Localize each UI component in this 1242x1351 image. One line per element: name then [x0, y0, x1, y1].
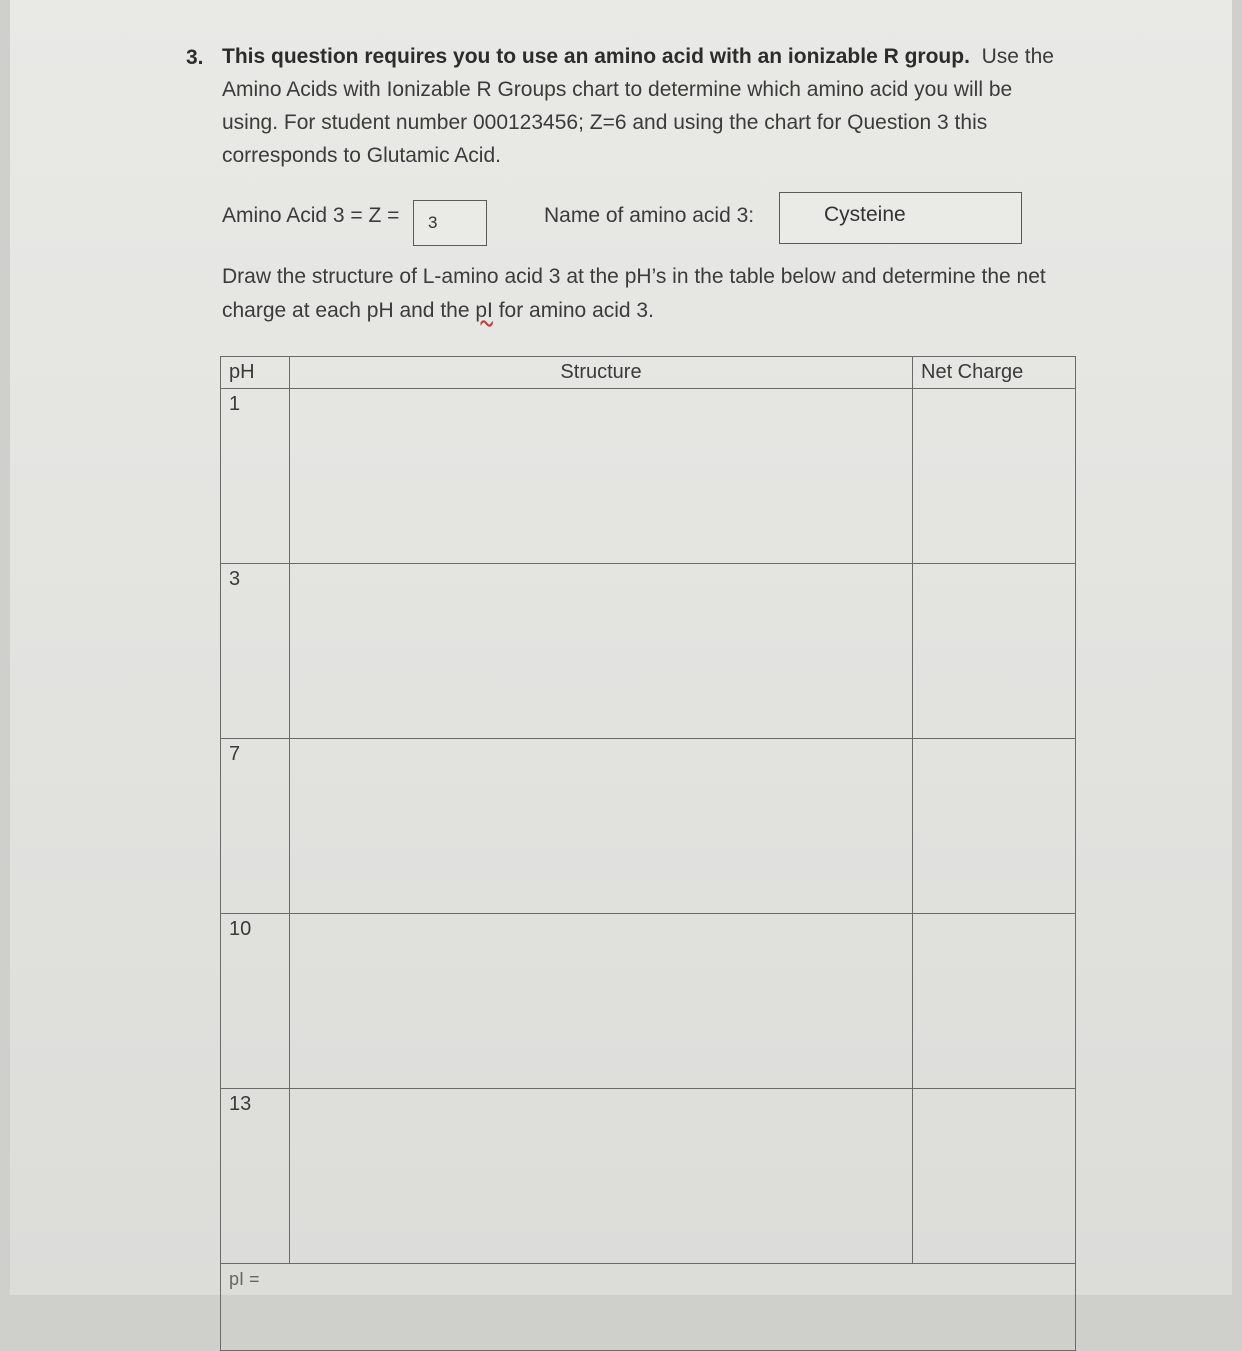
- net-charge-cell[interactable]: [913, 914, 1076, 1089]
- instruction-before-pi: Draw the structure of L-amino acid 3 at the pH’s in the table below and determine the net charge at each pH and the: [222, 265, 1046, 322]
- amino-acid-label: Amino Acid 3 = Z =: [222, 204, 400, 227]
- net-charge-cell[interactable]: [913, 389, 1076, 564]
- structure-cell[interactable]: [290, 564, 913, 739]
- pi-cell[interactable]: [221, 1264, 1076, 1351]
- header-structure: Structure: [290, 357, 913, 389]
- header-ph: pH: [221, 357, 290, 389]
- amino-acid-name-label: Name of amino acid 3:: [544, 204, 755, 227]
- ph-structure-table: [220, 356, 1076, 1351]
- structure-cell[interactable]: [290, 389, 913, 564]
- ph-value: 1: [221, 389, 290, 564]
- structure-cell[interactable]: [290, 1089, 913, 1264]
- ph-value: 7: [221, 739, 290, 914]
- header-net-charge: Net Charge: [913, 357, 1076, 389]
- ph-value: 3: [221, 564, 290, 739]
- pi-label: pI =: [229, 1269, 260, 1289]
- table-row: [221, 389, 1076, 564]
- table-row: [221, 914, 1076, 1089]
- table-row: [221, 739, 1076, 914]
- table-header-row: [221, 357, 1076, 389]
- instruction-text: [222, 260, 1072, 328]
- pi-row: [221, 1264, 1076, 1351]
- amino-acid-number-field[interactable]: 3: [413, 200, 487, 246]
- question-text: [222, 40, 1067, 172]
- instruction-pi-word: pI: [475, 299, 493, 322]
- table-row: [221, 1089, 1076, 1264]
- worksheet-page: [10, 0, 1232, 1295]
- ph-value: 10: [221, 914, 290, 1089]
- question-bold-lead: This question requires you to use an amino acid with an ionizable R group.: [222, 45, 970, 68]
- net-charge-cell[interactable]: [913, 564, 1076, 739]
- structure-cell[interactable]: [290, 914, 913, 1089]
- ph-value: 13: [221, 1089, 290, 1264]
- structure-cell[interactable]: [290, 739, 913, 914]
- amino-acid-name-field[interactable]: Cysteine: [779, 192, 1022, 244]
- table-row: [221, 564, 1076, 739]
- question-number: 3.: [186, 46, 204, 69]
- net-charge-cell[interactable]: [913, 1089, 1076, 1264]
- instruction-after-pi: for amino acid 3.: [492, 299, 654, 322]
- net-charge-cell[interactable]: [913, 739, 1076, 914]
- question-body: Use the Amino Acids with Ionizable R Groups chart to determine which amino acid you will be using. For student number 000123456; Z=6 and using the chart for Question 3 this corresponds to Glutamic Acid.: [222, 45, 1054, 167]
